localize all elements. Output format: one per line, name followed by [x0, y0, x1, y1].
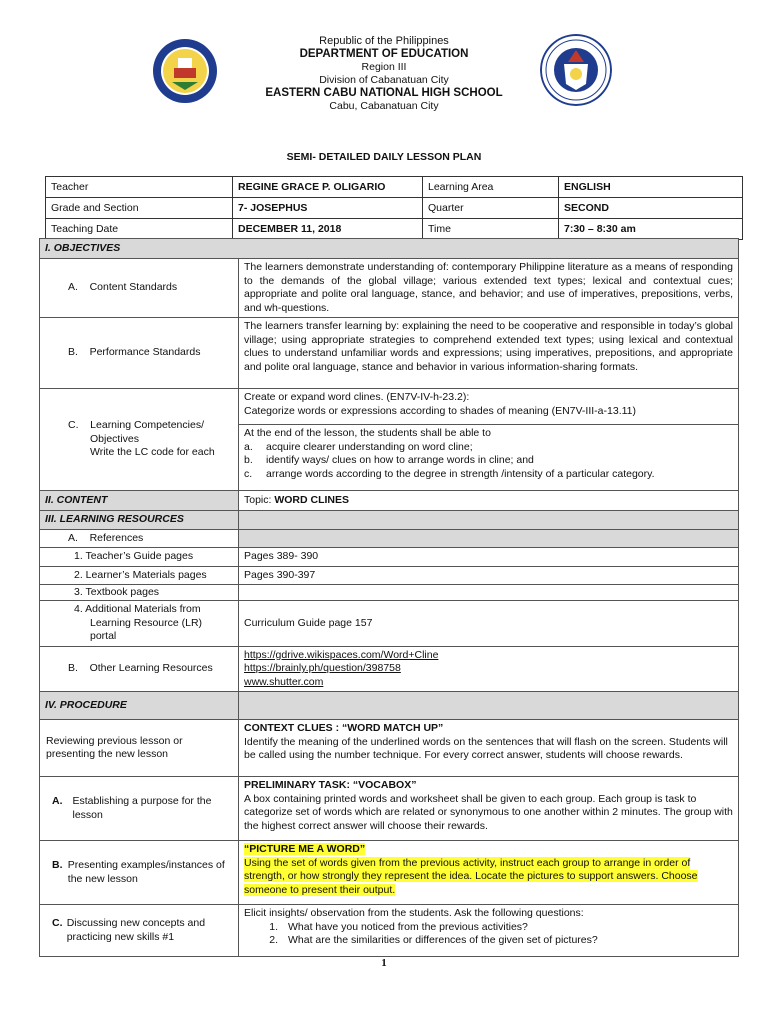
resources-heading-blank [239, 511, 739, 530]
quarter-label: Quarter [423, 198, 559, 219]
learners-materials-value: Pages 390-397 [239, 566, 739, 585]
school-name: EASTERN CABU NATIONAL HIGH SCHOOL [265, 87, 503, 99]
content-standards-label: A. Content Standards [40, 259, 239, 318]
purpose-label: A. Establishing a purpose for the lesson [40, 777, 239, 841]
additional-materials-value: Curriculum Guide page 157 [239, 601, 739, 647]
examples-cell [239, 841, 739, 905]
examples-text: Using the set of words given from the previous activity, instruct each group to arrange in order of strength, or how strongly they represent the idea. Locate the pictures to support answers. Choose someone to present their output. [244, 856, 698, 896]
list-item: a. acquire clearer understanding on word cline; [244, 440, 473, 453]
date-label: Teaching Date [46, 219, 233, 240]
procedure-heading: IV. PROCEDURE [40, 692, 239, 720]
examples-label: B. Presenting examples/instances of the new lesson [40, 841, 239, 905]
review-title: CONTEXT CLUES : “WORD MATCH UP” [244, 722, 444, 734]
learning-area-label: Learning Area [423, 177, 559, 198]
list-item: c. arrange words according to the degree in strength /intensity of a particular category. [244, 467, 655, 480]
purpose-letter: A. [52, 795, 63, 807]
performance-standards-label: B. Performance Standards [40, 318, 239, 389]
learning-competencies-label [40, 389, 239, 491]
textbook-value [239, 585, 739, 601]
performance-standards-text: The learners transfer learning by: explaining the need to be cooperative and responsible in today’s global village; using appropriate strategies to comprehend extended text types; using lexical and contextual clues to understand unfamiliar words and expressions; using imperatives, prepositions, and appropriate and polite oral language, stance and behavior in various information-sharing formats. [239, 318, 739, 389]
lc-objectives [239, 425, 739, 491]
lc-code-1: Create or expand word clines. (EN7V-IV-h-23.2): [244, 391, 470, 403]
examples-title: “PICTURE ME A WORD” [244, 843, 366, 855]
lc-codes [239, 389, 739, 425]
resource-link[interactable]: www.shutter.com [244, 675, 324, 688]
review-label: Reviewing previous lesson or presenting the new lesson [40, 720, 239, 777]
grade-value: 7- JOSEPHUS [233, 198, 423, 219]
examples-letter: B. [52, 859, 63, 871]
discussing-letter: C. [52, 917, 63, 929]
topic-cell [239, 491, 739, 511]
discussing-intro: Elicit insights/ observation from the students. Ask the following questions: [244, 907, 584, 919]
resource-link[interactable]: https://gdrive.wikispaces.com/Word+Cline [244, 648, 439, 661]
resources-heading: III. LEARNING RESOURCES [40, 511, 239, 530]
topic-label: Topic: [244, 493, 275, 506]
purpose-title: PRELIMINARY TASK: “VOCABOX” [244, 779, 417, 791]
purpose-cell [239, 777, 739, 841]
school-address: Cabu, Cabanatuan City [329, 100, 439, 112]
topic-value: WORD CLINES [274, 493, 350, 506]
lesson-plan-table [39, 238, 739, 957]
list-item: 1. What have you noticed from the previous activities? [269, 920, 528, 933]
time-value: 7:30 – 8:30 am [559, 219, 743, 240]
textbook-label: 3. Textbook pages [40, 585, 239, 601]
teachers-guide-label: 1. Teacher’s Guide pages [40, 548, 239, 567]
purpose-text: A box containing printed words and worksheet shall be given to each group. Each group is task to categorize set of words which are related or synonymous to one another within 2 minutes. The group with the highest correct answer will choose their rewards. [244, 792, 733, 832]
lc-code-2: Categorize words or expressions according to shades of meaning (EN7V-III-a-13.11) [244, 404, 637, 417]
content-standards-text: The learners demonstrate understanding of: contemporary Philippine literature as a means of responding to the demands of the global village; various extended text types; lexical and contextual cues; appropriate and polite oral language, stance, and behavior; and use of imperatives, prepositions, verbs, and wh-questions. [239, 259, 739, 318]
discussing-label: C. Discussing new concepts and practicing new skills #1 [40, 905, 239, 957]
time-label: Time [423, 219, 559, 240]
review-cell [239, 720, 739, 777]
lc-label-line-1: C. Learning Competencies/ [68, 419, 204, 432]
content-heading: II. CONTENT [40, 491, 239, 511]
review-text: Identify the meaning of the underlined words on the sentences that will flash on the screen. Students will be called using the number technique. For every correct answer, students will choose rewards. [244, 735, 728, 761]
additional-materials-label: 4. Additional Materials from Learning Resource (LR) portal [40, 601, 239, 647]
lc-label-line-2: Objectives [90, 432, 140, 445]
teachers-guide-value: Pages 389- 390 [239, 548, 739, 567]
page-number: 1 [381, 957, 387, 969]
resource-link[interactable]: https://brainly.ph/question/398758 [244, 662, 401, 674]
other-resources-links [239, 646, 739, 692]
teacher-value: REGINE GRACE P. OLIGARIO [233, 177, 423, 198]
division-line: Division of Cabanatuan City [319, 74, 449, 86]
references-label: A. References [40, 529, 239, 548]
department-line: DEPARTMENT OF EDUCATION [299, 48, 469, 60]
learners-materials-label: 2. Learner’s Materials pages [40, 566, 239, 585]
objectives-heading: I. OBJECTIVES [40, 239, 739, 259]
other-resources-label: B. Other Learning Resources [40, 646, 239, 692]
learning-area-value: ENGLISH [559, 177, 743, 198]
date-value: DECEMBER 11, 2018 [233, 219, 423, 240]
teacher-label: Teacher [46, 177, 233, 198]
letterhead [200, 35, 568, 113]
lc-intro: At the end of the lesson, the students shall be able to [244, 427, 491, 439]
list-item: b. identify ways/ clues on how to arrange words in cline; and [244, 454, 534, 466]
references-blank [239, 529, 739, 548]
list-item: 2. What are the similarities or differences of the given set of pictures? [269, 934, 598, 946]
quarter-value: SECOND [559, 198, 743, 219]
discussing-cell [239, 905, 739, 957]
grade-label: Grade and Section [46, 198, 233, 219]
teacher-info-table [45, 176, 743, 240]
document-title: SEMI- DETAILED DAILY LESSON PLAN [286, 151, 482, 163]
procedure-heading-blank [239, 692, 739, 720]
region-line: Region III [361, 61, 407, 73]
lc-label-line-3: Write the LC code for each [90, 446, 215, 459]
republic-line: Republic of the Philippines [319, 35, 449, 47]
